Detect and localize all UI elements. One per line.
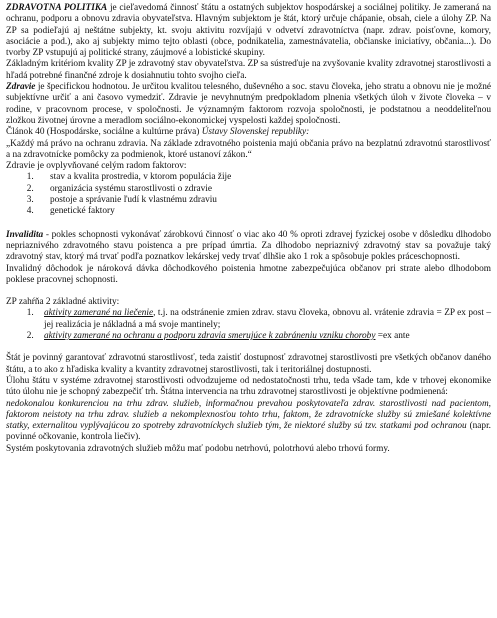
article-quote: „Každý má právo na ochranu zdravia. Na základe zdravotného poistenia majú občania právo na bezplatnú zdravotnú starostlivosť a na zdravotnícke pomôcky za podmienok, ktoré ustanoví zákon.“ bbox=[6, 138, 491, 160]
paragraph-factors-intro: Zdravie je ovplyvňované celým radom faktorov: bbox=[6, 161, 187, 172]
market-failures-italic: nedokonalou konkurenciou na trhu zdrav. služieb, informačnou prevahou poskytovateľa zdrav. starostlivosti nad pacientom, faktorom neistoty na trhu zdrav. služieb a nekomplexnosťou tohto trhu, faktom, že zdravotnícke služby sú zmiešané kolektívne statky, externalitou vyplývajúcou zo spotreby zdravotníckych služieb tým, že niektoré služby sú tzv. statkami pod ochranou bbox=[6, 398, 491, 432]
paragraph-invalidity bbox=[6, 230, 491, 264]
paragraph-quality-criterion: Základným kritériom kvality ZP je zdravotný stav obyvateľstva. ZP sa sústreďuje na zvyšovanie kvality zdravotnej starostlivosti a hľadá potrebné finančné zdroje k dosiahnutiu tohto svojho cieľa. bbox=[6, 59, 491, 81]
list-item: 1. stav a kvalita prostredia, v ktorom populácia žije bbox=[36, 172, 491, 183]
factors-list bbox=[6, 172, 491, 217]
paragraph-market-failures bbox=[6, 399, 491, 444]
term-health: Zdravie bbox=[6, 82, 36, 93]
activities-list bbox=[6, 308, 491, 342]
paragraph-health bbox=[6, 82, 491, 127]
paragraph-activities-intro: ZP zahŕňa 2 základné aktivity: bbox=[6, 297, 120, 308]
paragraph-article-40 bbox=[6, 127, 491, 138]
paragraph-health-policy bbox=[6, 3, 491, 59]
list-item bbox=[36, 331, 491, 342]
activity-title: aktivity zamerané na ochranu a podporu zdravia smerujúce k zabráneniu vzniku choroby bbox=[44, 331, 376, 342]
spacer bbox=[6, 286, 491, 297]
paragraph-system-forms: Systém poskytovania zdravotných služieb môžu mať podobu netrhovú, polotrhovú alebo trhovú formy. bbox=[6, 443, 390, 454]
list-item: 2. organizácia systému starostlivosti o zdravie bbox=[36, 184, 491, 195]
spacer bbox=[6, 342, 491, 353]
health-policy-text: je cieľavedomá činnosť štátu a ostatných subjektov hospodárskej a sociálnej politiky. Je zameraná na ochranu, podporu a obnovu zdravia obyvateľstva. Hlavným subjektom je štát, ktorý určuje chápanie, obsah, ciele a úlohy ZP. Na ZP sa podieľajú aj neštátne subjekty, kt. svoju aktivitu rozvíjajú v odvetví zdravotníctva (napr. zdrav. poisťovne, komory, asociácie a pod.), ako aj subjekty mimo tejto oblasti (obce, podnikatelia, zamestnávatelia, občianske iniciatívy, občania...). Do tvorby ZP vstupujú aj politické strany, záujmové a lobistické skupiny. bbox=[6, 3, 491, 59]
paragraph-invalidity-pension: Invalidný dôchodok je nároková dávka dôchodkového poistenia hmotne zabezpečujúca občanov pri strate alebo dlhodobom poklese pracovnej schopnosti. bbox=[6, 263, 491, 285]
term-invalidity: Invalidita bbox=[6, 229, 44, 240]
activity-text: , t.j. na odstránenie zmien zdrav. stavu človeka, obnovu al. vrátenie zdravia = ZP ex post – jej realizácia je nákladná a má svoje mantinely; bbox=[44, 308, 492, 330]
activity-text: =ex ante bbox=[375, 331, 410, 342]
market-failures-rest: (napr. povinné očkovanie, kontrola liečiv). bbox=[6, 421, 491, 443]
paragraph-state-role: Úlohu štátu v systéme zdravotnej starostlivosti odvodzujeme od nedostatočnosti trhu, teda všade tam, kde v trhovej ekonomike túto úlohu nie je schopný zabezpečiť trh. Štátna intervencia na trhu zdravotnej starostlivosti je objektívne podmienená: bbox=[6, 375, 491, 398]
paragraph-state-guarantee: Štát je povinný garantovať zdravotnú starostlivosť, teda zaistiť dostupnosť zdravotnej starostlivosti pre všetkých občanov daného štátu, a to ako z hľadiska kvality a kvantity zdravotnej starostlivosti, tak i teritoriálnej dostupnosti. bbox=[6, 353, 491, 375]
invalidity-text: - pokles schopnosti vykonávať zárobkovú činnosť o viac ako 40 % oproti zdravej fyzickej osobe v dôsledku dlhodobo nepriaznivého zdravotného stavu poistenca a pre prípad úmrtia. Za dlhodobo nepriaznivý zdravotný stav sa považuje taký zdravotný stav, ktorý má trvať podľa poznatkov lekárskej vedy trvať dlhšie ako 1 rok a spôsobuje pokles práceschopnosti. bbox=[6, 229, 491, 263]
activity-title: aktivity zamerané na liečenie bbox=[44, 308, 154, 319]
list-item bbox=[36, 308, 491, 331]
article-lead: Článok 40 (Hospodárske, sociálne a kultúrne práva) bbox=[6, 127, 202, 138]
list-item: 3. postoje a správanie ľudí k vlastnému zdraviu bbox=[36, 195, 491, 206]
list-item: 4. genetické faktory bbox=[36, 206, 491, 217]
term-health-policy: ZDRAVOTNA POLITIKA bbox=[6, 3, 108, 13]
spacer bbox=[6, 218, 491, 230]
article-source: Ústavy Slovenskej republiky: bbox=[201, 127, 310, 138]
health-text: je špecifickou hodnotou. Je určitou kvalitou telesného, duševného a soc. stavu človeka, jeho stratu a obnovu nie je možné subjektívne určiť a ani časovo vymedziť. Zdravie je nevyhnutným predpokladom plnenia všetkých úloh v živote človeka – v rodine, v pracovnom procese, v spoločnosti. Je významným faktorom rozvoja spoločnosti, je podstatnou a neoddeliteľnou zložkou životnej úrovne a meradlom sociálno-ekonomickej vyspelosti každej spoločnosti. bbox=[6, 82, 491, 126]
